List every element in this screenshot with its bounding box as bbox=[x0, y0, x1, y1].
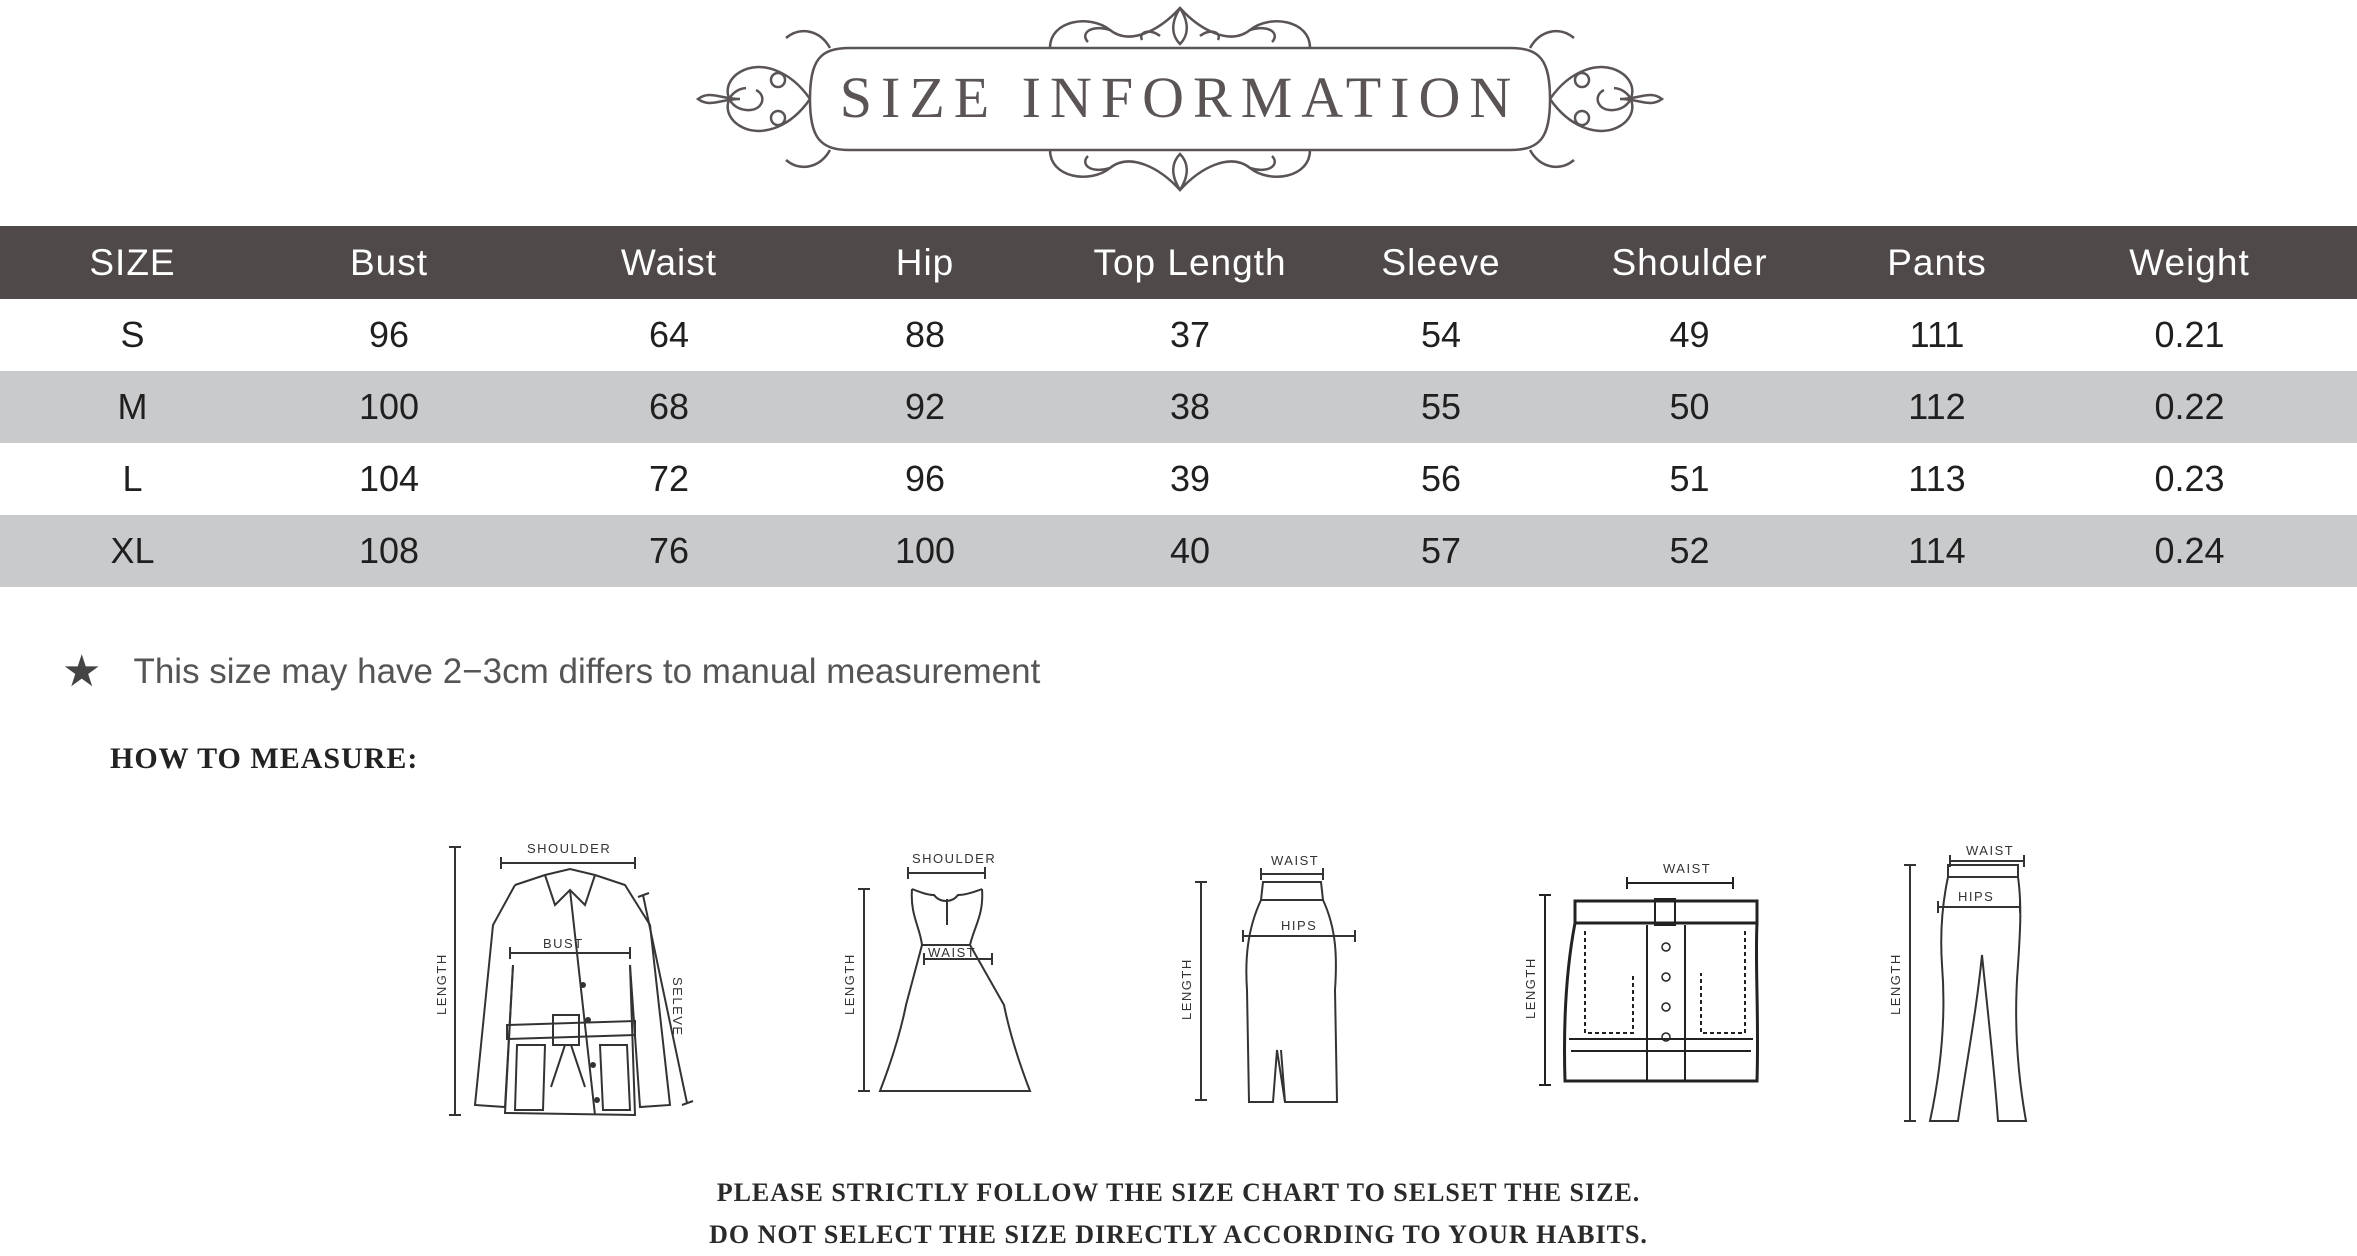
jacket-length-label: LENGTH bbox=[434, 953, 449, 1015]
note-text: This size may have 2−3cm differs to manual measurement bbox=[133, 651, 1041, 691]
title-banner bbox=[690, 0, 1670, 200]
table-cell: 88 bbox=[825, 299, 1025, 371]
shorts-waist-label: WAIST bbox=[1663, 861, 1712, 876]
skirt-hips-label: HIPS bbox=[1281, 918, 1318, 933]
table-cell: 100 bbox=[825, 515, 1025, 587]
header-sleeve: Sleeve bbox=[1355, 226, 1527, 299]
table-cell: 51 bbox=[1527, 443, 1852, 515]
table-cell: 38 bbox=[1025, 371, 1355, 443]
dress-waist-label: WAIST bbox=[928, 945, 977, 960]
header-waist: Waist bbox=[513, 226, 825, 299]
shorts-diagram bbox=[1525, 855, 1775, 1095]
jacket-sleeve-label: SELEVE bbox=[670, 977, 685, 1037]
table-cell: 57 bbox=[1355, 515, 1527, 587]
header-shoulder: Shoulder bbox=[1527, 226, 1852, 299]
table-cell: 40 bbox=[1025, 515, 1355, 587]
header-size: SIZE bbox=[0, 226, 265, 299]
table-cell: S bbox=[0, 299, 265, 371]
table-row bbox=[0, 443, 2357, 515]
footer-line-1: PLEASE STRICTLY FOLLOW THE SIZE CHART TO SELSET THE SIZE. bbox=[716, 1178, 1641, 1207]
header-weight: Weight bbox=[2022, 226, 2357, 299]
table-cell: 0.24 bbox=[2022, 515, 2357, 587]
pants-hips-label: HIPS bbox=[1958, 889, 1995, 904]
table-cell: 0.23 bbox=[2022, 443, 2357, 515]
dress-shoulder-label: SHOULDER bbox=[912, 851, 997, 866]
table-cell: 111 bbox=[1852, 299, 2022, 371]
page-title: SIZE INFORMATION bbox=[839, 65, 1521, 130]
pants-length-label: LENGTH bbox=[1888, 953, 1903, 1015]
header-pants: Pants bbox=[1852, 226, 2022, 299]
table-row bbox=[0, 371, 2357, 443]
table-cell: 113 bbox=[1852, 443, 2022, 515]
table-cell: 55 bbox=[1355, 371, 1527, 443]
table-cell: 68 bbox=[513, 371, 825, 443]
table-cell: XL bbox=[0, 515, 265, 587]
shorts-length-label: LENGTH bbox=[1523, 957, 1538, 1019]
table-cell: 50 bbox=[1527, 371, 1852, 443]
table-cell: 76 bbox=[513, 515, 825, 587]
table-cell: L bbox=[0, 443, 265, 515]
header-top-length: Top Length bbox=[1025, 226, 1355, 299]
table-row bbox=[0, 299, 2357, 371]
star-icon: ★ bbox=[62, 647, 102, 696]
table-cell: 39 bbox=[1025, 443, 1355, 515]
table-cell: 49 bbox=[1527, 299, 1852, 371]
dress-length-label: LENGTH bbox=[842, 953, 857, 1015]
table-cell: 56 bbox=[1355, 443, 1527, 515]
jacket-bust-label: BUST bbox=[543, 936, 584, 951]
table-cell: 112 bbox=[1852, 371, 2022, 443]
table-cell: 108 bbox=[265, 515, 513, 587]
table-cell: 0.22 bbox=[2022, 371, 2357, 443]
dress-diagram bbox=[840, 845, 1050, 1105]
table-cell: 96 bbox=[825, 443, 1025, 515]
table-cell: 96 bbox=[265, 299, 513, 371]
table-header-row bbox=[0, 226, 2357, 299]
skirt-diagram bbox=[1179, 850, 1365, 1110]
table-cell: 92 bbox=[825, 371, 1025, 443]
skirt-waist-label: WAIST bbox=[1271, 853, 1320, 868]
footer-line-2: DO NOT SELECT THE SIZE DIRECTLY ACCORDING TO YOUR HABITS. bbox=[709, 1220, 1648, 1249]
table-cell: 72 bbox=[513, 443, 825, 515]
table-cell: 104 bbox=[265, 443, 513, 515]
table-row bbox=[0, 515, 2357, 587]
pants-waist-label: WAIST bbox=[1966, 843, 2015, 858]
header-bust: Bust bbox=[265, 226, 513, 299]
table-cell: 52 bbox=[1527, 515, 1852, 587]
table-cell: 114 bbox=[1852, 515, 2022, 587]
footer-notice bbox=[0, 1172, 2357, 1256]
size-table bbox=[0, 226, 2357, 587]
measurement-note bbox=[62, 646, 1040, 697]
jacket-diagram bbox=[425, 835, 705, 1125]
table-cell: 100 bbox=[265, 371, 513, 443]
table-cell: 54 bbox=[1355, 299, 1527, 371]
table-cell: 64 bbox=[513, 299, 825, 371]
header-hip: Hip bbox=[825, 226, 1025, 299]
table-cell: M bbox=[0, 371, 265, 443]
skirt-length-label: LENGTH bbox=[1179, 958, 1194, 1020]
table-cell: 37 bbox=[1025, 299, 1355, 371]
table-cell: 0.21 bbox=[2022, 299, 2357, 371]
pants-diagram bbox=[1890, 845, 2030, 1125]
jacket-shoulder-label: SHOULDER bbox=[527, 841, 612, 856]
how-to-measure-heading: HOW TO MEASURE: bbox=[110, 742, 419, 775]
